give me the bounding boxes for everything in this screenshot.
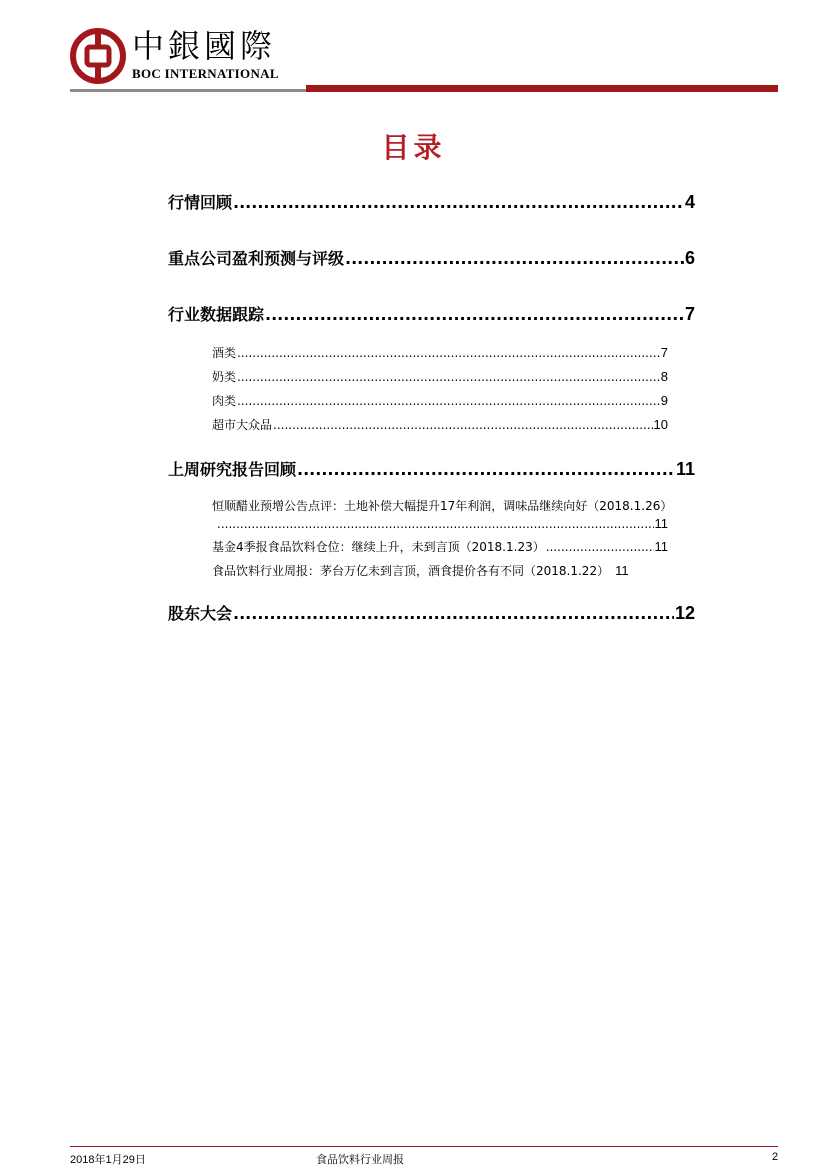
toc-entry-label: 重点公司盈利预测与评级 bbox=[168, 249, 345, 268]
header-rule-red bbox=[306, 85, 778, 92]
toc-subentry-page: 9 bbox=[660, 393, 668, 408]
toc-entry[interactable] bbox=[168, 457, 695, 480]
toc-entry-label: 行业数据跟踪 bbox=[168, 305, 265, 324]
toc-leader-dots bbox=[265, 305, 684, 324]
toc-leader-dots bbox=[297, 460, 675, 479]
toc-leader-dots bbox=[237, 370, 660, 384]
toc-leader-dots bbox=[233, 193, 684, 212]
header-rule-grey bbox=[70, 89, 306, 92]
toc-subentry-page: 10 bbox=[653, 417, 668, 432]
toc-subentry[interactable] bbox=[212, 392, 668, 409]
toc-entry-label: 股东大会 bbox=[168, 604, 233, 623]
toc-title: 目录 bbox=[381, 131, 446, 164]
toc-entry-page: 6 bbox=[684, 248, 695, 268]
toc-leader-dots bbox=[237, 346, 660, 360]
toc-leader-dots bbox=[217, 517, 654, 531]
toc-subentry[interactable] bbox=[216, 516, 668, 531]
toc-leader-dots bbox=[345, 249, 684, 268]
toc-entry[interactable] bbox=[168, 190, 695, 213]
toc-subentry-label: 肉类 bbox=[212, 394, 237, 408]
toc-subentry[interactable] bbox=[212, 344, 668, 361]
toc-entry[interactable] bbox=[168, 302, 695, 325]
logo-english-name: BOC INTERNATIONAL bbox=[132, 66, 279, 81]
toc-leader-dots bbox=[273, 418, 653, 432]
toc-entry-page: 7 bbox=[684, 304, 695, 324]
toc-entry-page: 4 bbox=[684, 192, 695, 212]
page-header bbox=[70, 28, 778, 94]
toc-subentry-label: 酒类 bbox=[212, 346, 237, 360]
footer-page-number: 2 bbox=[772, 1151, 779, 1163]
footer-date: 2018年1月29日 bbox=[70, 1154, 146, 1166]
toc-subentry-page: 8 bbox=[660, 369, 668, 384]
toc-subentry-label: 奶类 bbox=[212, 370, 237, 384]
toc-subentry-page: 7 bbox=[660, 345, 668, 360]
toc-entry-label: 行情回顾 bbox=[168, 193, 233, 212]
toc-subentry-label: 食品饮料行业周报：茅台万亿未到言顶，酒食提价各有不同（2018.1.22） bbox=[212, 564, 610, 578]
toc-entry-label: 上周研究报告回顾 bbox=[168, 460, 297, 479]
toc-subentry[interactable] bbox=[212, 562, 682, 579]
toc-leader-dots bbox=[546, 540, 654, 554]
toc-subentry[interactable] bbox=[212, 416, 668, 433]
toc-subentry-label: 基金4季报食品饮料仓位：继续上升，未到言顶（2018.1.23） bbox=[212, 540, 545, 554]
toc-entry-page: 12 bbox=[674, 603, 695, 623]
toc-subentry-page: 11 bbox=[654, 539, 668, 554]
toc-leader-dots bbox=[237, 394, 660, 408]
toc-subentry[interactable] bbox=[212, 368, 668, 385]
toc-leader-dots bbox=[233, 604, 674, 623]
toc-subentry-page: 11 bbox=[615, 563, 629, 578]
toc-subentry-label[interactable]: 恒顺醋业预增公告点评：土地补偿大幅提升17年利润，调味品继续向好（2018.1.26） bbox=[212, 499, 673, 513]
toc-subentry-page: 11 bbox=[654, 516, 668, 531]
toc-subentry[interactable] bbox=[212, 538, 668, 555]
toc-entry-page: 11 bbox=[675, 459, 695, 479]
footer-report-name: 食品饮料行业周报 bbox=[316, 1154, 404, 1166]
toc-subentry-label: 超市大众品 bbox=[212, 418, 273, 432]
toc-entry[interactable] bbox=[168, 246, 695, 269]
toc-entry[interactable] bbox=[168, 601, 695, 624]
boc-logo-icon bbox=[70, 28, 126, 84]
footer-rule bbox=[70, 1146, 778, 1147]
logo-chinese-name: 中銀國際 bbox=[132, 27, 277, 65]
